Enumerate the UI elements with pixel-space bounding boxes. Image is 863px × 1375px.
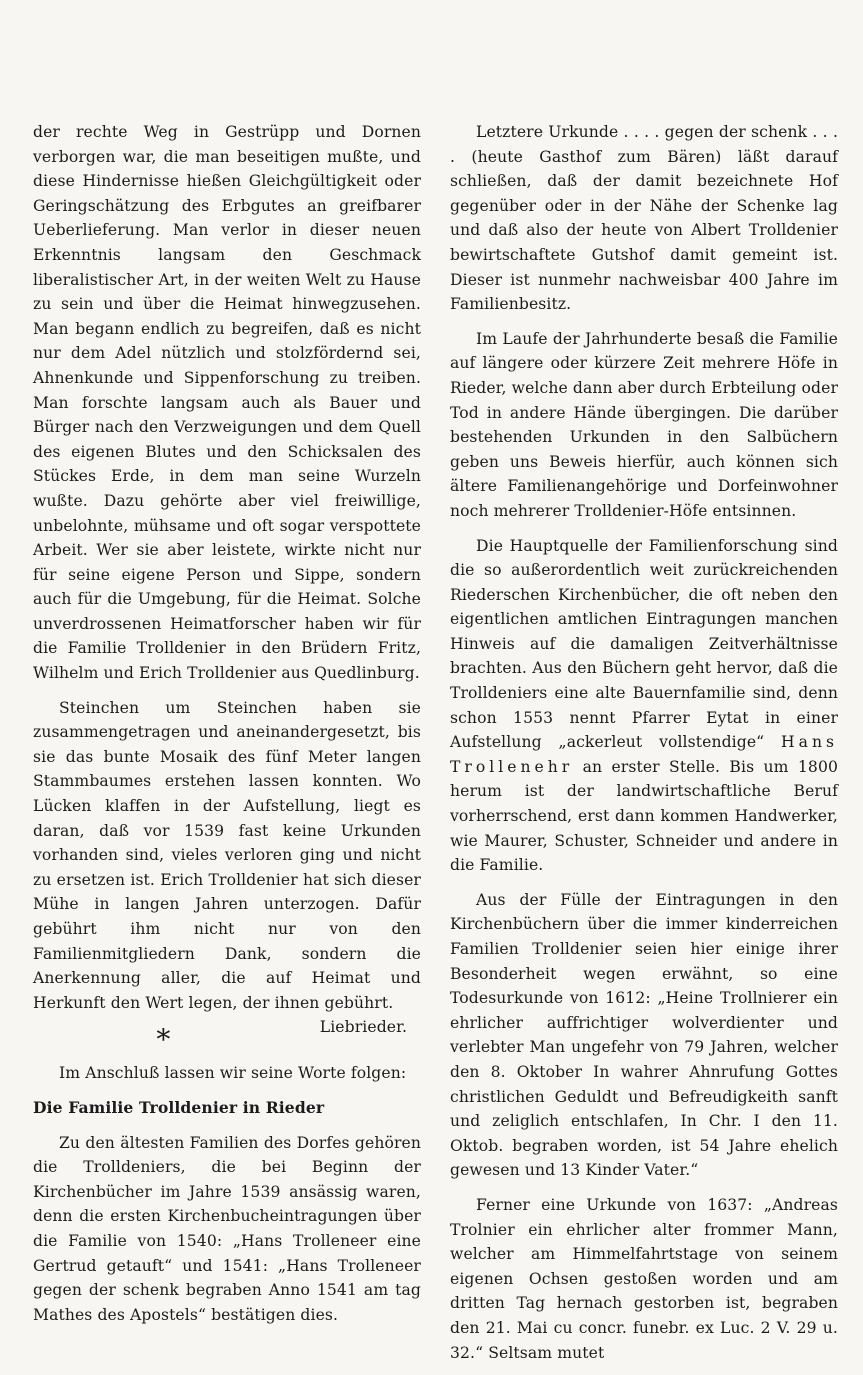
paragraph xyxy=(33,696,421,1037)
paragraph: Im Laufe der Jahrhunderte besaß die Familie auf längere oder kürzere Zeit mehrere Höfe in Rieder, welche dann aber durch Erbteilung oder Tod in andere Hände übergingen. Die darüber bestehenden Urkunden in den Salbüchern geben uns Beweis hierfür, auch können sich ältere Familienangehörige und Dorfeinwohner noch mehrerer Trolldenier-Höfe entsinnen. xyxy=(450,329,838,520)
right-column xyxy=(450,120,838,1375)
paragraph: der rechte Weg in Gestrüpp und Dornen verborgen war, die man beseitigen mußte, und diese Hindernisse hießen Gleichgültigkeit oder Geringschätzung des Erbgutes an greifbarer Ueberlieferung. Man verlor in dieser neuen Erkenntnis langsam den Geschmack liberalistischer Art, in der weiten Welt zu Hause zu sein und über die Heimat hinwegzusehen. Man begann endlich zu begreifen, daß es nicht nur dem Adel nützlich und stolzfördernd sei, Ahnenkunde und Sippenforschung zu treiben. Man forschte langsam auch als Bauer und Bürger nach den Verzweigungen und dem Quell des eigenen Blutes und den Schicksalen des Stückes Erde, in dem man seine Wurzeln wußte. Dazu gehörte aber viel freiwillige, unbelohnte, mühsame und oft sogar verspottete Arbeit. Wer sie aber leistete, wirkte nicht nur für seine eigene Person und Sippe, sondern auch für die Umgebung, für die Heimat. Solche unverdrossenen Heimatforscher haben wir für die Familie Trolldenier in den Brüdern Fritz, Wilhelm und Erich Trolldenier aus Quedlinburg. xyxy=(33,123,421,683)
paragraph: Letztere Urkunde . . . . gegen der schenk . . . . (heute Gasthof zum Bären) läßt darauf schließen, daß der damit bezeichnete Hof gegenüber oder in der Nähe der Schenke lag und daß also der heute von Albert Trolldenier bewirtschaftete Gutshof damit gemeint ist. Dieser ist nunmehr nachweisbar 400 Jahre im Familienbesitz. xyxy=(450,123,838,314)
left-column xyxy=(33,120,421,1337)
paragraph-text: Steinchen um Steinchen haben sie zusammengetragen und aneinandergesetzt, bis sie das bunte Mosaik des fünf Meter langen Stammbaumes erstehen lassen konnten. Wo Lücken klaffen in der Aufstellung, liegt es daran, daß vor 1539 fast keine Urkunden vorhanden sind, vieles verloren ging und nicht zu ersetzen ist. Erich Trolldenier hat sich dieser Mühe in langen Jahren unterzogen. Dafür gebührt ihm nicht nur von den Familienmitgliedern Dank, sondern die Anerkennung aller, die auf Heimat und Herkunft den Wert legen, der ihnen gebührt. xyxy=(33,698,421,1012)
paragraph: Ferner eine Urkunde von 1637: „Andreas Trolnier ein ehrlicher alter frommer Mann, welcher am Himmelfahrtstage von seinem eigenen Ochsen gestoßen worden und am dritten Tag hernach gestorben ist, begraben den 21. Mai cu concr. funebr. ex Luc. 2 V. 29 u. 32.“ Seltsam mutet xyxy=(450,1195,838,1362)
paragraph: Im Anschluß lassen wir seine Worte folgen: xyxy=(59,1064,407,1083)
paragraph-text: an erster Stelle. Bis um 1800 herum ist der landwirtschaftliche Beruf vorherrschend, erst dann kommen Handwerker, wie Maurer, Schuster, Schneider und andere in die Familie. xyxy=(450,757,838,875)
paragraph-text: Die Hauptquelle der Familienforschung sind die so außerordentlich weit zurückreichenden Riederschen Kirchenbücher, die oft neben den eigentlichen amtlichen Eintragungen manchen Hinweis auf die damaligen Zeitverhältnisse brachten. Aus den Büchern geht hervor, daß die Trolldeniers eine alte Bauernfamilie sind, denn schon 1553 nennt Pfarrer Eytat in einer Aufstellung „ackerleut vollstendige“ xyxy=(450,536,838,752)
emphasized-name: Hans Trollenehr xyxy=(450,733,838,776)
paragraph xyxy=(450,534,838,878)
paragraph: Zu den ältesten Familien des Dorfes gehören die Trolldeniers, die bei Beginn der Kirchenbücher im Jahre 1539 ansässig waren, denn die ersten Kirchenbucheintragungen über die Familie von 1540: „Hans Trolleneer eine Gertrud getauft“ und 1541: „Hans Trolleneer gegen der schenk begraben Anno 1541 am tag Mathes des Apostels“ bestätigen dies. xyxy=(33,1133,421,1324)
section-separator: * xyxy=(156,1023,171,1057)
section-heading: Die Familie Trolldenier in Rieder xyxy=(33,1097,325,1117)
signature: Liebrieder. xyxy=(319,1018,407,1037)
paragraph: Aus der Fülle der Eintragungen in den Kirchenbüchern über die immer kinderreichen Familien Trolldenier seien hier einige ihrer Besonderheit wegen erwähnt, so eine Todesurkunde von 1612: „Heine Trollnierer ein ehrlicher auffrichtiger wolverdienter und verlebter Man ungefehr von 79 Jahren, welcher den 8. Oktober In wahrer Ahnrufung Gottes christlichen Geduldt und Befreudigkeith sanft und zeliglich entschlafen, In Chr. I den 11. Oktob. begraben worden, ist 54 Jahre ehelich gewesen und 13 Kinder Vater.“ xyxy=(450,890,838,1180)
